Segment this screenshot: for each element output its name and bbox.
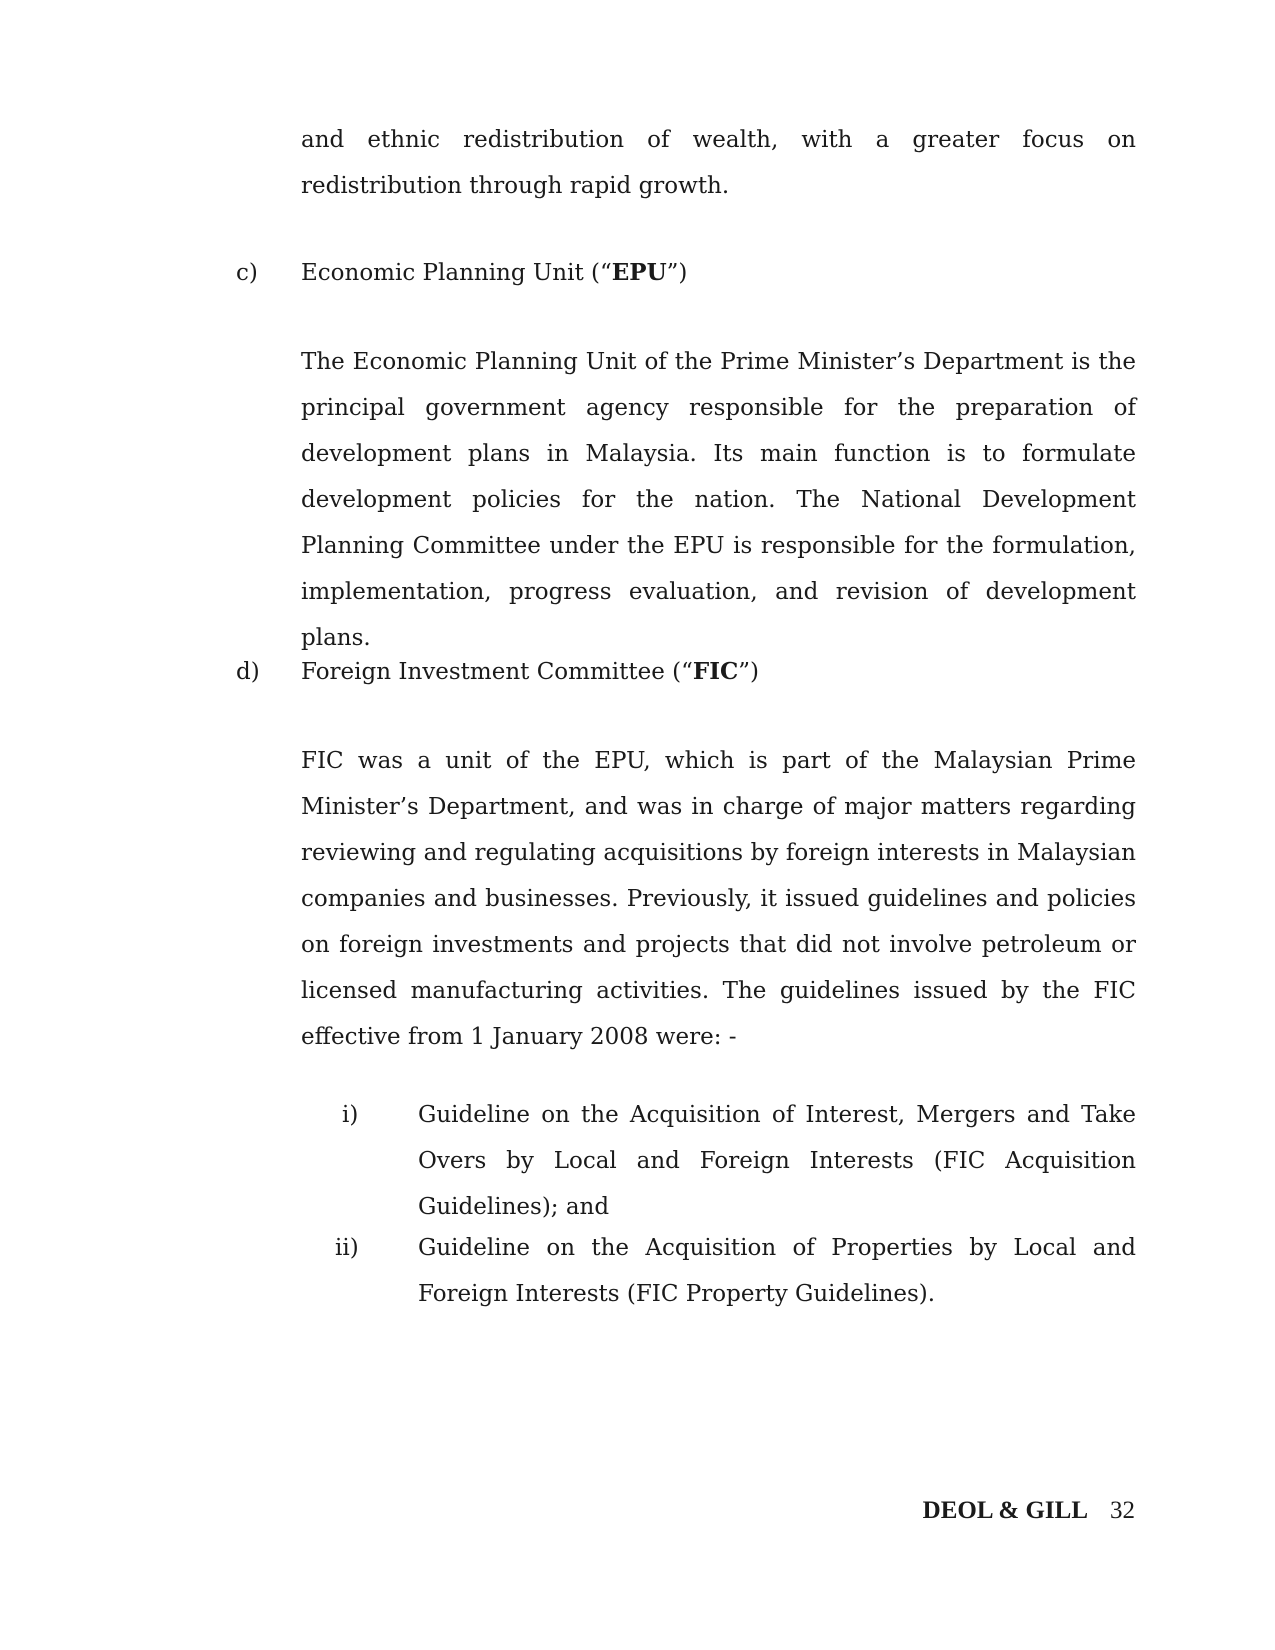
- section-d-marker: d): [236, 659, 260, 685]
- section-d-heading: [301, 649, 759, 695]
- section-c-heading-suffix: ”): [666, 260, 688, 286]
- section-d-body: FIC was a unit of the EPU, which is part of the Malaysian Prime Minister’s Department, and was in charge of major matters regarding reviewing and regulating acquisitions by foreign interests in Malaysian companies and businesses. Previously, it issued guidelines and policies on foreign investments and projects that did not involve petroleum or licensed manufacturing activities. The guidelines issued by the FIC effective from 1 January 2008 were: -: [301, 748, 1136, 1050]
- section-d-heading-abbr: FIC: [692, 658, 739, 685]
- section-c-heading-abbr: EPU: [611, 259, 667, 286]
- continuation-paragraph: and ethnic redistribution of wealth, with a greater focus on redistribution through rapid growth.: [301, 127, 1136, 199]
- page-footer: [923, 1497, 1135, 1525]
- firm-name: DEOL & GILL: [922, 1497, 1088, 1524]
- section-d-heading-prefix: Foreign Investment Committee (“: [301, 659, 693, 685]
- section-d-heading-suffix: ”): [738, 659, 760, 685]
- list-item-text: Guideline on the Acquisition of Properties by Local and Foreign Interests (FIC Property Guidelines).: [418, 1235, 1136, 1307]
- list-item-marker: ii): [335, 1235, 359, 1261]
- page-number: 32: [1110, 1497, 1135, 1524]
- section-c-marker: c): [236, 260, 258, 286]
- list-item-text: Guideline on the Acquisition of Interest, Mergers and Take Overs by Local and Foreign Interests (FIC Acquisition Guidelines); and: [418, 1102, 1136, 1220]
- section-c-heading: [301, 250, 687, 296]
- section-c-heading-prefix: Economic Planning Unit (“: [301, 260, 612, 286]
- list-item-marker: i): [342, 1102, 359, 1128]
- section-c-body: The Economic Planning Unit of the Prime Minister’s Department is the principal government agency responsible for the preparation of development plans in Malaysia. Its main function is to formulate development policies for the nation. The National Development Planning Committee under the EPU is responsible for the formulation, implementation, progress evaluation, and revision of development plans.: [301, 349, 1136, 651]
